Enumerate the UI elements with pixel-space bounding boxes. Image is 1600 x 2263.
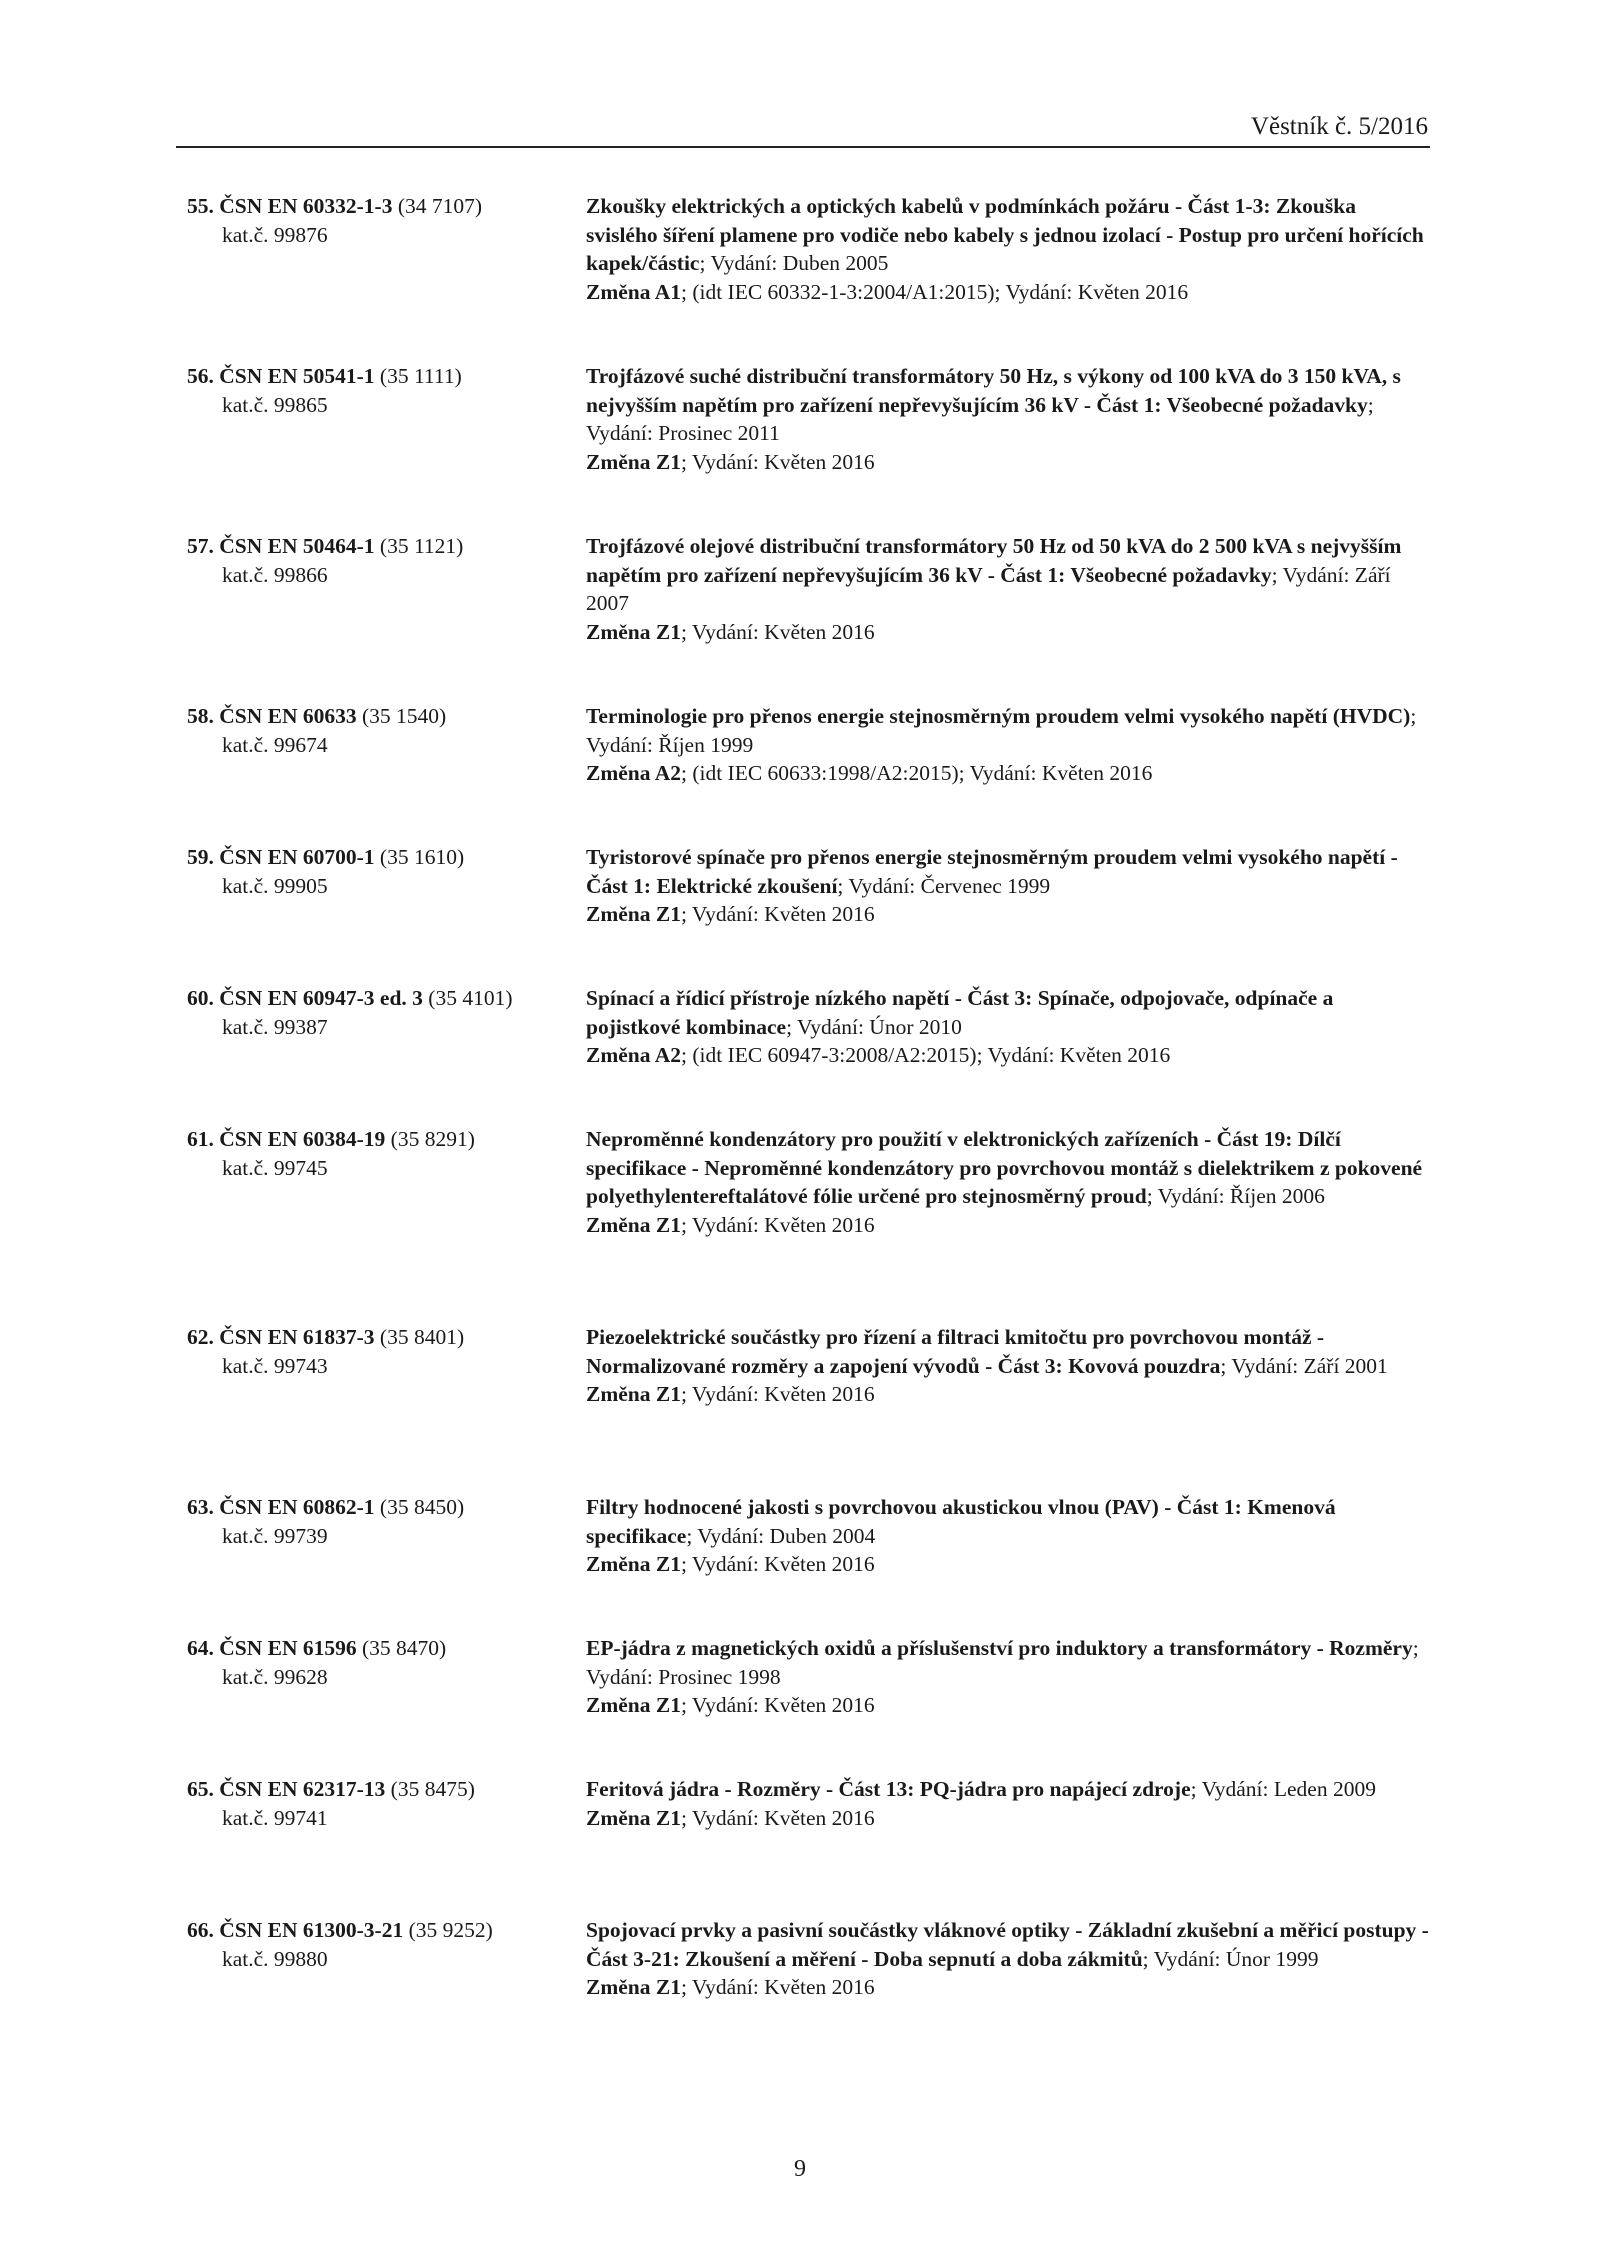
entry-description xyxy=(586,1775,1432,1832)
standard-code: ČSN EN 60700-1 xyxy=(219,845,375,869)
issue-date: ; Vydání: Prosinec 1998 xyxy=(586,1636,1419,1689)
issue-date: ; Vydání: Únor 2010 xyxy=(786,1014,962,1039)
entry-identifier xyxy=(187,1493,567,1550)
catalog-number: kat.č. 99741 xyxy=(222,1805,328,1830)
issue-date: ; Vydání: Prosinec 2011 xyxy=(586,392,1374,445)
standard-title: Trojfázové olejové distribuční transformátory 50 Hz od 50 kVA do 2 500 kVA s nejvyšším napětím pro zařízení nepřevyšujícím 36 kV - Část 1: Všeobecné požadavky xyxy=(586,534,1402,587)
issue-date: ; Vydání: Říjen 2006 xyxy=(1146,1184,1325,1208)
catalog-number: kat.č. 99880 xyxy=(222,1946,328,1971)
amendment-info: ; Vydání: Květen 2016 xyxy=(680,1693,875,1717)
standard-title: Terminologie pro přenos energie stejnosměrným proudem velmi vysokého napětí (HVDC) xyxy=(586,704,1411,728)
entry-64 xyxy=(0,1634,1600,1775)
standard-title: Neproměnné kondenzátory pro použití v elektronických zařízeních - Část 19: Dílčí specifikace - Neproměnné kondenzátory pro povrchovou montáž s dielektrikem z pokovené polyethylentereftalátové fólie určené pro stejnosměrný proud xyxy=(586,1127,1423,1208)
standard-title: Spínací a řídicí přístroje nízkého napětí - Část 3: Spínače, odpojovače, odpínače a pojistkové kombinace xyxy=(586,986,1334,1039)
standard-code: ČSN EN 60862-1 xyxy=(219,1495,375,1519)
amendment-label: Změna Z1 xyxy=(586,619,681,644)
class-code: (35 8401) xyxy=(379,1325,465,1349)
entry-identifier xyxy=(187,843,567,900)
entry-57 xyxy=(0,532,1600,702)
class-code: (35 8470) xyxy=(362,1636,447,1660)
class-code: (35 8291) xyxy=(390,1127,475,1151)
issue-date: ; Vydání: Únor 1999 xyxy=(1142,1946,1319,1971)
class-code: (35 9252) xyxy=(408,1918,493,1942)
entry-number: 60. xyxy=(187,986,214,1010)
standard-code: ČSN EN 50541-1 xyxy=(219,364,375,388)
entry-identifier xyxy=(187,362,567,419)
entry-number: 59. xyxy=(187,845,214,869)
amendment-label: Změna A2 xyxy=(586,1043,681,1067)
amendment-label: Změna Z1 xyxy=(586,1382,681,1406)
issue-date: ; Vydání: Říjen 1999 xyxy=(586,704,1417,757)
issue-date: ; Vydání: Duben 2004 xyxy=(686,1523,876,1548)
amendment-label: Změna Z1 xyxy=(586,1552,681,1576)
amendment-info: ; (idt IEC 60947-3:2008/A2:2015); Vydání: Květen 2016 xyxy=(680,1043,1171,1067)
catalog-number: kat.č. 99387 xyxy=(222,1014,328,1039)
standard-title: EP-jádra z magnetických oxidů a příslušenství pro induktory a transformátory - Rozměry xyxy=(586,1636,1413,1660)
entry-number: 61. xyxy=(187,1127,214,1151)
amendment-info: ; Vydání: Květen 2016 xyxy=(680,449,875,474)
entry-identifier xyxy=(187,1323,567,1380)
standard-code: ČSN EN 61596 xyxy=(219,1636,357,1660)
amendment-label: Změna Z1 xyxy=(586,449,681,474)
amendment-label: Změna Z1 xyxy=(586,1693,681,1717)
entry-59 xyxy=(0,843,1600,984)
amendment-info: ; (idt IEC 60332-1-3:2004/A1:2015); Vydání: Květen 2016 xyxy=(680,279,1189,304)
entry-58 xyxy=(0,702,1600,843)
catalog-number: kat.č. 99745 xyxy=(222,1155,328,1180)
entry-number: 58. xyxy=(187,704,214,728)
standard-code: ČSN EN 61300-3-21 xyxy=(219,1918,404,1942)
entry-number: 66. xyxy=(187,1918,214,1942)
amendment-label: Změna A1 xyxy=(586,279,681,304)
amendment-info: ; Vydání: Květen 2016 xyxy=(680,1382,875,1406)
issue-date: ; Vydání: Červenec 1999 xyxy=(837,873,1051,898)
amendment-label: Změna Z1 xyxy=(586,1975,681,1999)
class-code: (35 1121) xyxy=(379,534,464,558)
entry-identifier xyxy=(187,192,567,249)
entry-number: 55. xyxy=(187,194,214,218)
entry-number: 63. xyxy=(187,1495,214,1519)
entry-description xyxy=(586,1634,1432,1720)
entry-identifier xyxy=(187,702,567,759)
amendment-info: ; Vydání: Květen 2016 xyxy=(680,1212,875,1237)
issue-date: ; Vydání: Září 2001 xyxy=(1220,1353,1388,1378)
entry-description xyxy=(586,1125,1432,1239)
entry-number: 64. xyxy=(187,1636,214,1660)
catalog-number: kat.č. 99876 xyxy=(222,222,328,247)
class-code: (35 1540) xyxy=(362,704,447,728)
entry-description xyxy=(586,843,1432,929)
entry-identifier xyxy=(187,984,567,1041)
entry-number: 62. xyxy=(187,1325,214,1349)
class-code: (35 8475) xyxy=(390,1777,475,1801)
entry-number: 65. xyxy=(187,1777,214,1801)
standard-code: ČSN EN 60384-19 xyxy=(219,1127,386,1151)
amendment-info: ; Vydání: Květen 2016 xyxy=(680,902,875,926)
issue-date: ; Vydání: Leden 2009 xyxy=(1190,1777,1376,1801)
standard-code: ČSN EN 62317-13 xyxy=(219,1777,386,1801)
amendment-info: ; (idt IEC 60633:1998/A2:2015); Vydání: Květen 2016 xyxy=(680,761,1153,785)
entry-61 xyxy=(0,1125,1600,1323)
page-number: 9 xyxy=(794,2156,806,2182)
amendment-info: ; Vydání: Květen 2016 xyxy=(680,1552,875,1576)
standard-title: Spojovací prvky a pasivní součástky vláknové optiky - Základní zkušební a měřicí postupy - Část 3-21: Zkoušení a měření - Doba sepnutí a doba zákmitů xyxy=(586,1918,1429,1971)
standard-code: ČSN EN 60633 xyxy=(219,704,357,728)
standard-code: ČSN EN 61837-3 xyxy=(219,1325,375,1349)
entry-description xyxy=(586,702,1432,788)
entry-identifier xyxy=(187,1916,567,1973)
entry-description xyxy=(586,1916,1432,2002)
entry-56 xyxy=(0,362,1600,532)
entry-description xyxy=(586,1493,1432,1579)
entry-description xyxy=(586,532,1432,646)
amendment-info: ; Vydání: Květen 2016 xyxy=(680,1975,875,1999)
entry-description xyxy=(586,192,1432,306)
entry-62 xyxy=(0,1323,1600,1493)
amendment-label: Změna Z1 xyxy=(586,902,681,926)
entry-identifier xyxy=(187,1125,567,1182)
catalog-number: kat.č. 99674 xyxy=(222,732,328,757)
entry-identifier xyxy=(187,1775,567,1832)
standard-title: Zkoušky elektrických a optických kabelů v podmínkách požáru - Část 1-3: Zkouška svislého šíření plamene pro vodiče nebo kabely s jednou izolací - Postup pro určení hořících kapek/částic xyxy=(586,194,1424,275)
header-rule xyxy=(176,146,1430,148)
entry-65 xyxy=(0,1775,1600,1916)
standard-title: Piezoelektrické součástky pro řízení a filtraci kmitočtu pro povrchovou montáž - Normalizované rozměry a zapojení vývodů - Část 3: Kovová pouzdra xyxy=(586,1325,1325,1378)
entry-identifier xyxy=(187,532,567,589)
catalog-number: kat.č. 99905 xyxy=(222,873,328,898)
standard-code: ČSN EN 60947-3 ed. 3 xyxy=(219,986,423,1010)
amendment-label: Změna Z1 xyxy=(586,1212,681,1237)
class-code: (35 8450) xyxy=(379,1495,465,1519)
issue-date: ; Vydání: Září 2007 xyxy=(586,562,1391,615)
standard-title: Feritová jádra - Rozměry - Část 13: PQ-jádra pro napájecí zdroje xyxy=(586,1777,1191,1801)
issue-date: ; Vydání: Duben 2005 xyxy=(699,251,889,275)
entry-description xyxy=(586,362,1432,476)
catalog-number: kat.č. 99866 xyxy=(222,562,328,587)
catalog-number: kat.č. 99739 xyxy=(222,1523,328,1548)
entry-66 xyxy=(0,1916,1600,2086)
amendment-info: ; Vydání: Květen 2016 xyxy=(680,1805,875,1830)
standard-title: Filtry hodnocené jakosti s povrchovou akustickou vlnou (PAV) - Část 1: Kmenová specifikace xyxy=(586,1495,1336,1548)
class-code: (35 4101) xyxy=(428,986,513,1010)
entry-number: 56. xyxy=(187,364,214,388)
amendment-label: Změna Z1 xyxy=(586,1805,681,1830)
standard-code: ČSN EN 50464-1 xyxy=(219,534,375,558)
standard-title: Trojfázové suché distribuční transformátory 50 Hz, s výkony od 100 kVA do 3 150 kVA, s nejvyšším napětím pro zařízení nepřevyšujícím 36 kV - Část 1: Všeobecné požadavky xyxy=(586,364,1401,417)
class-code: (34 7107) xyxy=(397,194,483,218)
standard-code: ČSN EN 60332-1-3 xyxy=(219,194,393,218)
entry-description xyxy=(586,1323,1432,1409)
entry-identifier xyxy=(187,1634,567,1691)
catalog-number: kat.č. 99628 xyxy=(222,1664,328,1689)
amendment-info: ; Vydání: Květen 2016 xyxy=(680,619,875,644)
entry-number: 57. xyxy=(187,534,214,558)
entry-description xyxy=(586,984,1432,1070)
entry-63 xyxy=(0,1493,1600,1634)
class-code: (35 1610) xyxy=(379,845,465,869)
standard-title: Tyristorové spínače pro přenos energie stejnosměrným proudem velmi vysokého napětí - Část 1: Elektrické zkoušení xyxy=(586,845,1398,898)
class-code: (35 1111) xyxy=(379,364,462,388)
entry-55 xyxy=(0,192,1600,362)
amendment-label: Změna A2 xyxy=(586,761,681,785)
catalog-number: kat.č. 99743 xyxy=(222,1353,328,1378)
header-title: Věstník č. 5/2016 xyxy=(1250,113,1428,140)
entry-60 xyxy=(0,984,1600,1125)
entry-list xyxy=(0,192,1600,2086)
catalog-number: kat.č. 99865 xyxy=(222,392,328,417)
